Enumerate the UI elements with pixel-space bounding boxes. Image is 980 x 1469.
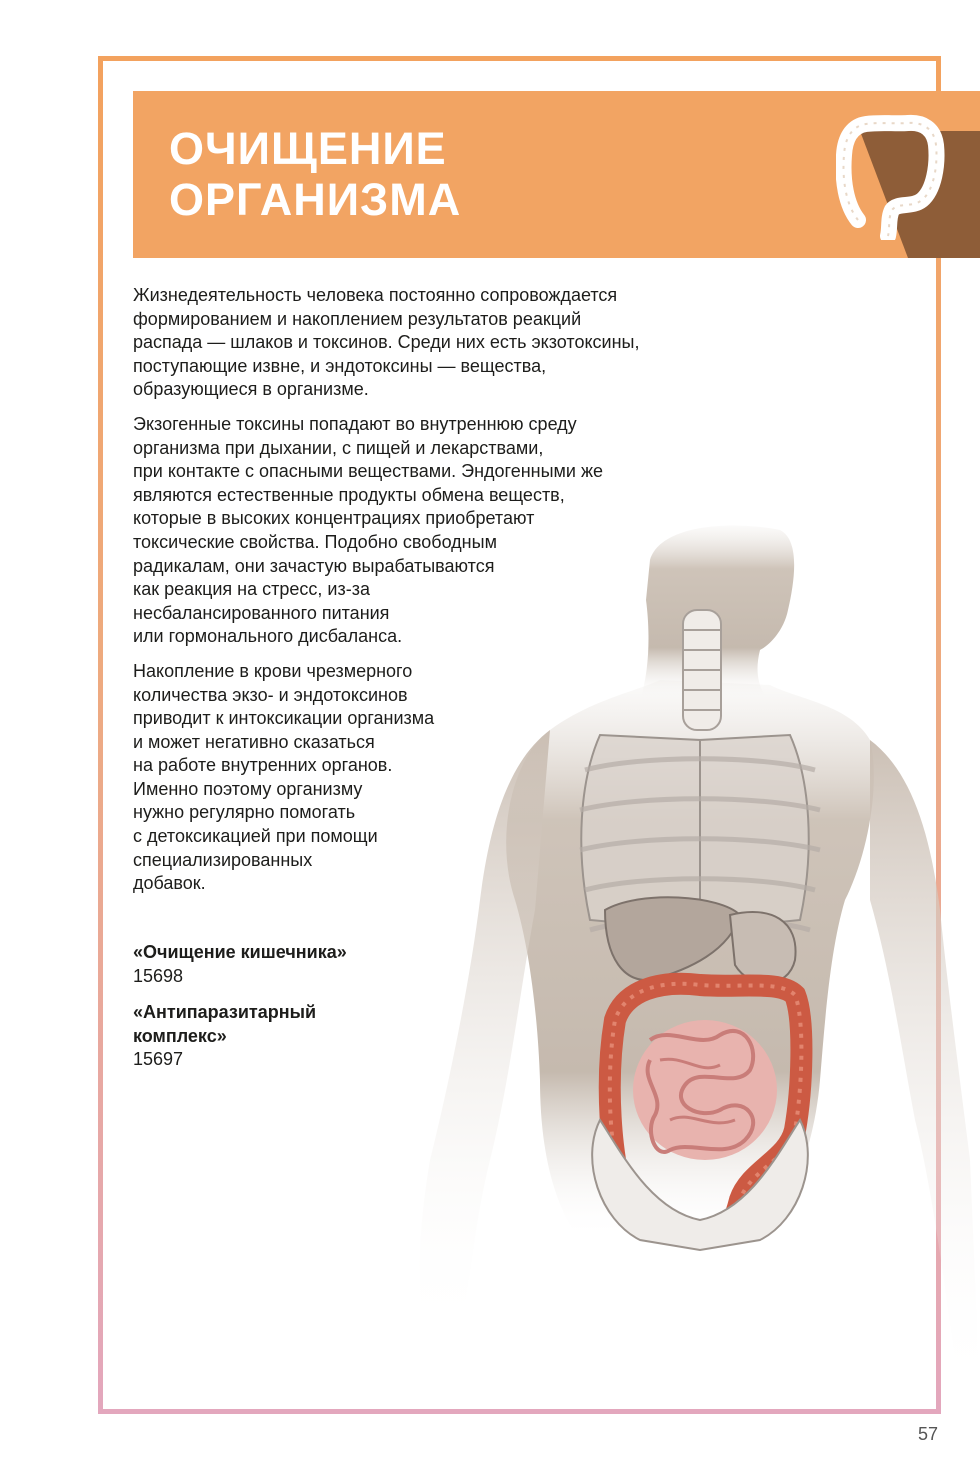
text-line: несбалансированного питания xyxy=(133,602,390,623)
text-line: Накопление в крови чрезмерного xyxy=(133,660,413,681)
text-line: которые в высоких концентрациях приобретают xyxy=(133,508,535,529)
spine-icon xyxy=(683,610,721,730)
page-title-line-1: ОЧИЩЕНИЕ xyxy=(169,123,447,174)
page-title-line-2: ОРГАНИЗМА xyxy=(169,174,462,225)
text-line: нужно регулярно помогать xyxy=(133,802,356,823)
product-name: «Антипаразитарный xyxy=(133,1002,317,1023)
text-line: при контакте с опасными веществами. Эндогенными же xyxy=(133,461,604,482)
text-line: распада — шлаков и токсинов. Среди них есть экзотоксины, xyxy=(133,332,640,353)
product-item xyxy=(133,1001,433,1072)
text-line: радикалам, они зачастую вырабатываются xyxy=(133,555,495,576)
text-line: на работе внутренних органов. xyxy=(133,755,393,776)
text-line: как реакция на стресс, из-за xyxy=(133,579,370,600)
text-line: добавок. xyxy=(133,873,206,894)
product-list xyxy=(133,941,433,1085)
paragraph-1 xyxy=(133,284,753,402)
intestine-icon xyxy=(836,110,948,240)
page-title xyxy=(169,123,461,225)
text-line: организма при дыхании, с пищей и лекарствами, xyxy=(133,437,544,458)
text-line: поступающие извне, и эндотоксины — вещества, xyxy=(133,355,547,376)
text-line: токсические свойства. Подобно свободным xyxy=(133,531,497,552)
text-line: количества экзо- и эндотоксинов xyxy=(133,684,408,705)
small-intestine-icon xyxy=(633,1020,777,1160)
text-line: специализированных xyxy=(133,849,313,870)
text-line: Жизнедеятельность человека постоянно сопровождается xyxy=(133,285,618,305)
text-line: или гормонального дисбаланса. xyxy=(133,626,403,647)
text-line: приводит к интоксикации организма xyxy=(133,708,435,729)
product-item xyxy=(133,941,433,988)
text-line: с детоксикацией при помощи xyxy=(133,826,378,847)
text-line: образующиеся в организме. xyxy=(133,379,369,400)
text-line: являются естественные продукты обмена веществ, xyxy=(133,484,565,505)
text-line: Именно поэтому организму xyxy=(133,778,363,799)
product-name: «Очищение кишечника» xyxy=(133,942,347,962)
text-line: формированием и накоплением результатов реакций xyxy=(133,308,582,329)
text-line: Экзогенные токсины попадают во внутреннюю среду xyxy=(133,413,577,434)
page-number: 57 xyxy=(917,1424,938,1444)
stomach-icon xyxy=(730,912,796,983)
product-code: 15698 xyxy=(133,965,184,986)
human-torso-anatomy-icon xyxy=(400,520,980,1400)
text-line: и может негативно сказаться xyxy=(133,731,375,752)
product-name: комплекс» xyxy=(133,1025,227,1046)
product-code: 15697 xyxy=(133,1049,184,1070)
